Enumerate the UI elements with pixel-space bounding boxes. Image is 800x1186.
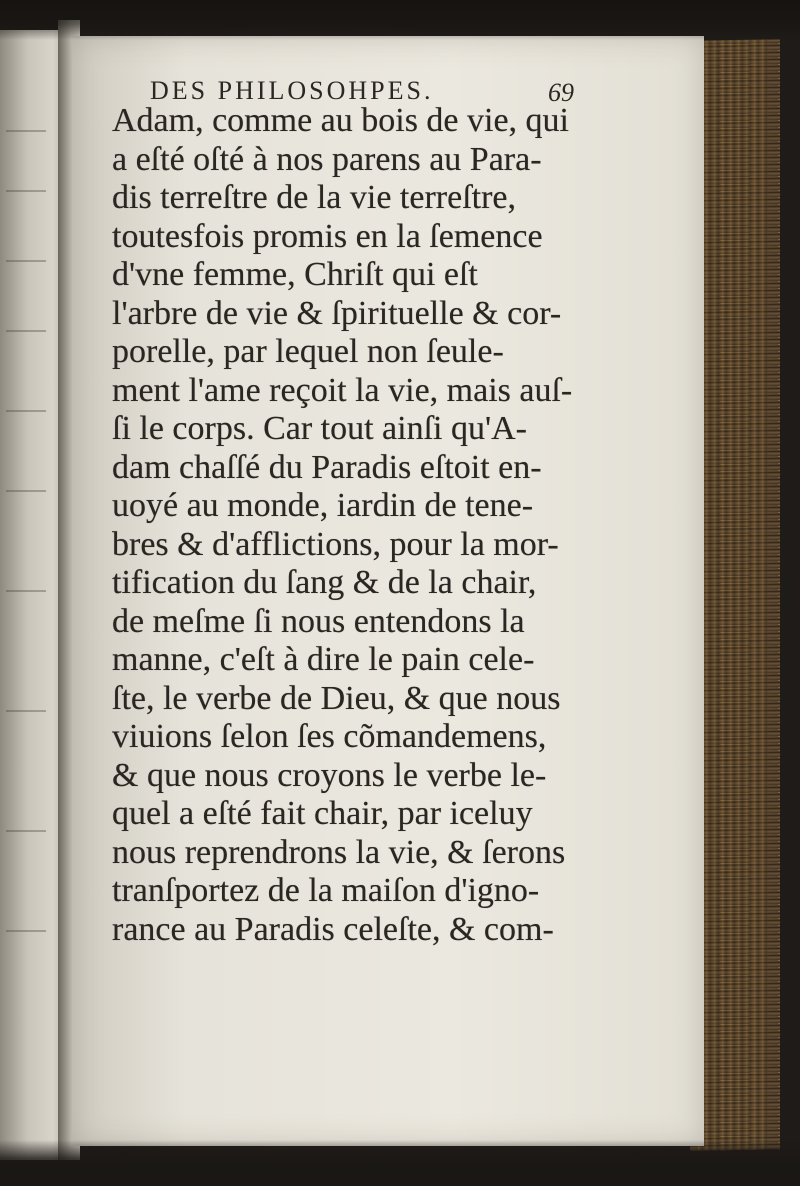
text-line: viuions ſelon ſes cõmandemens, [112,718,547,755]
text-line: a eſté oſté à nos parens au Para- [112,140,542,178]
text-line: tification du ſang & de la chair, [112,564,537,601]
text-line: ſi le corps. Car tout ainſi qu'A- [112,410,527,447]
bleed-through-mark [6,330,46,332]
text-line: dam chaſſé du Paradis eſtoit en- [112,448,542,486]
text-line: toutesfois promis en la ſemence [112,217,543,255]
page-number: 69 [548,78,574,107]
bleed-through-mark [6,590,46,592]
text-line: rance au Paradis celeſte, & com- [112,910,554,948]
text-line: d'vne femme, Chriſt qui eſt [112,256,478,293]
bottom-shadow [0,1140,800,1186]
text-line: bres & d'afflictions, pour la mor- [112,525,559,563]
running-head: DES PHILOSOHPES. [150,76,434,105]
bleed-through-mark [6,930,46,932]
bleed-through-mark [6,410,46,412]
text-line: & que nous croyons le verbe le- [112,756,547,794]
bleed-through-mark [6,830,46,832]
text-line: tranſportez de la maiſon d'igno- [112,872,540,909]
bleed-through-mark [6,190,46,192]
body-text [112,102,612,949]
text-line: Adam, comme au bois de vie, qui [112,102,570,139]
text-line: nous reprendrons la vie, & ſerons [112,833,566,871]
text-line: ſte, le verbe de Dieu, & que nous [112,679,561,717]
text-line: uoyé au monde, iardin de tene- [112,487,534,524]
text-line: manne, c'eſt à dire le pain cele- [112,641,535,678]
gilt-texture [698,39,768,1150]
bleed-through-mark [6,710,46,712]
text-line: de meſme ſi nous entendons la [112,602,525,640]
text-line: l'arbre de vie & ſpirituelle & cor- [112,294,562,332]
text-line: quel a eſté fait chair, par iceluy [112,795,533,832]
bleed-through-mark [6,490,46,492]
text-line: porelle, par lequel non ſeule- [112,333,504,370]
text-line: ment l'ame reçoit la vie, mais auſ- [112,371,573,409]
top-shadow [0,0,800,40]
bleed-through-mark [6,260,46,262]
bleed-through-mark [6,130,46,132]
text-line: dis terreſtre de la vie terreſtre, [112,179,516,216]
book-page [72,36,704,1146]
